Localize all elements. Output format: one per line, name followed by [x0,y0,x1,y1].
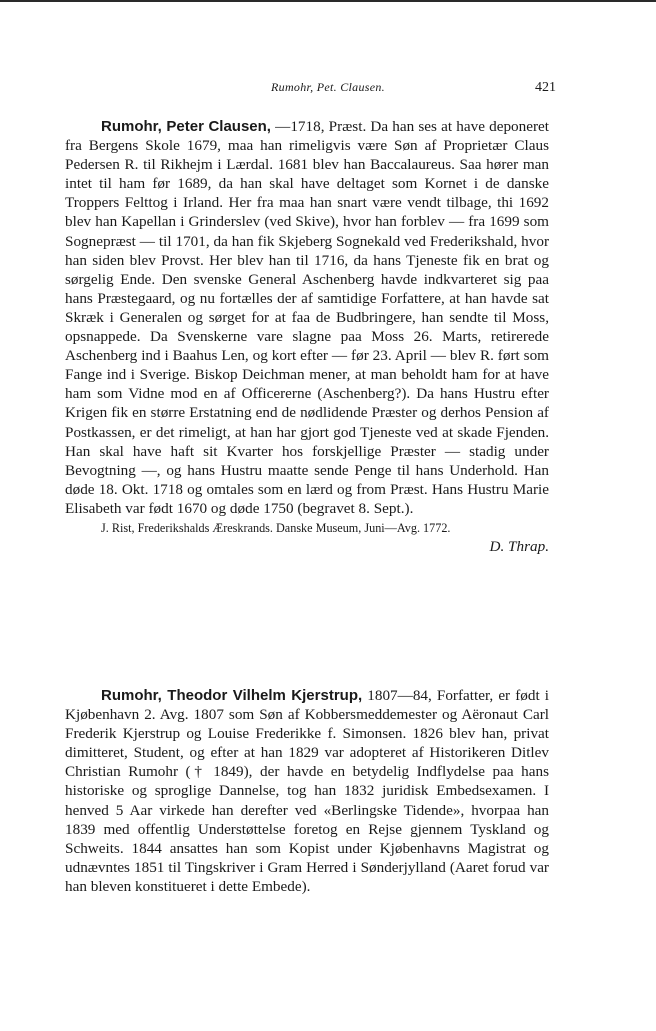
entry-author: D. Thrap. [489,537,549,555]
entry-text: —1718, Præst. Da han ses at have deponeret fra Bergens Skole 1679, maa han rimeligvis være Søn af Proprietær Claus Pedersen R. til Rikhejm i Lærdal. 1681 blev han Baccalaureus. Saa hører man intet til ham før 1689, da han skal have deltaget som Kornet i de danske Troppers Felttog i Irland. Her fra maa han snart være vendt tilbage, thi 1692 blev han Kapellan i Grinderslev (ved Skive), hvor han forblev — fra 1699 som Sognepræst — til 1701, da han fik Skjeberg Sognekald ved Frederikshald, hvor han siden blev Provst. Her blev han til 1716, da hans Tjeneste fik en brat og sørgelig Ende. Den svenske General Aschenberg havde indkvarteret sig paa hans Præstegaard, og nu fortælles der af samtidige Forfattere, at han havde sat Skræk i Generalen og sørget for at faa de Budbringere, han sendte til Moss, opsnappede. Da Svenskerne vare slagne paa Moss 26. Marts, retirerede Aschenberg ind i Baahus Len, og kort efter — før 23. April — blev R. ført som Fange ind i Sverige. Biskop Deichman mener, at man beholdt ham for at have ham som Vidne mod en af Officererne (Aschenberg?). Da hans Hustru efter Krigen fik en større Erstatning end de nødlidende Præster og derhos Pension af Postkassen, er det rimeligt, at han har gjort god Tjeneste ved at skade Fjenden. Han skal have haft sit Kvarter hos forskjellige Præster — stadig under Bevogtning —, og hans Hustru maatte sende Penge til hans Underhold. Han døde 18. Okt. 1718 og omtales som en lærd og from Præst. Hans Hustru Marie Elisabeth var født 1670 og døde 1750 (begravet 8. Sept.). [65,118,549,517]
entry-source: J. Rist, Frederikshalds Æreskrands. Danske Museum, Juni—Avg. 1772. [101,520,451,535]
entry-theodor-vilhelm [65,686,549,896]
entry-lemma: Rumohr, Theodor Vilhelm Kjerstrup, [101,687,363,704]
entry-text: 1807—84, Forfatter, er født i Kjøbenhavn 2. Avg. 1807 som Søn af Kobbersmeddemester og Aëronaut Carl Frederik Kjerstrup og Louise Frederikke f. Simonsen. 1826 blev han, privat dimitteret, Student, og efter at han 1829 var adopteret af Historikeren Ditlev Christian Rumohr († 1849), der havde en betydelig Indflydelse paa hans historiske og sproglige Dannelse, tog han 1832 juridisk Embedsexamen. I henved 5 Aar virkede han derefter ved «Berlingske Tidende», hvorpaa han 1839 med offentlig Understøttelse foretog en Rejse gjennem Tyskland og Schweits. 1844 ansattes han som Kopist under Kjøbenhavns Magistrat og udnævntes 1851 til Tingskriver i Gram Herred i Sønderjylland (Aaret forud var han bleven konstitueret i dette Embede). [65,687,549,895]
entry-lemma: Rumohr, Peter Clausen, [101,118,271,135]
entry-peter-clausen [65,117,549,556]
page-number: 421 [535,80,556,95]
entry-body [65,686,549,896]
entry-body [65,117,549,518]
top-border-line [0,0,656,2]
running-title: Rumohr, Pet. Clausen. [271,80,385,94]
